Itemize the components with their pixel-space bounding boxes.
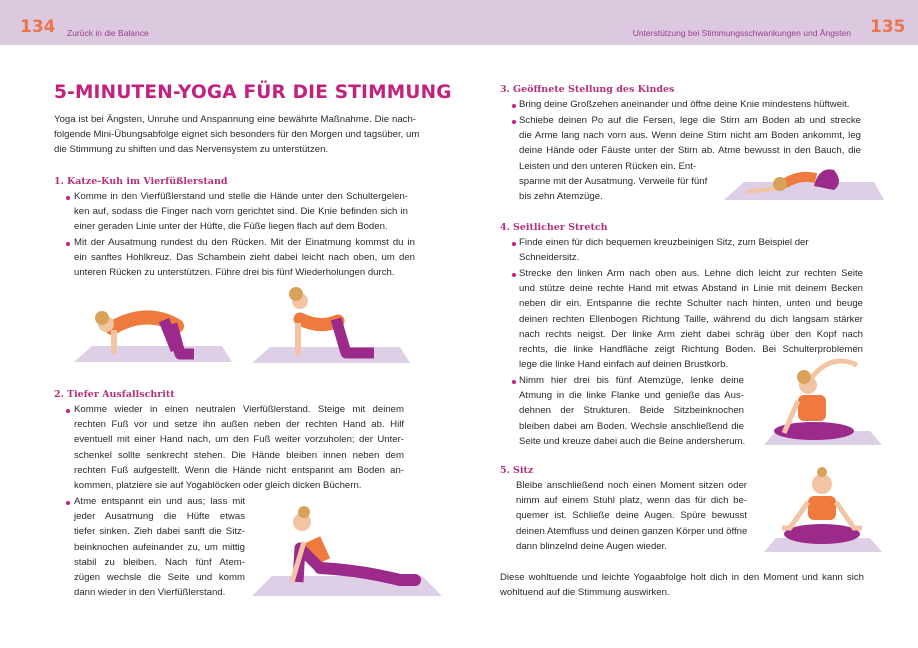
text-line: ein sanftes Hohlkreuz. Das Schambein zieht dabei leicht nach oben, um den <box>74 252 415 264</box>
text-line: lege die linke Hand einfach auf deinen Brustkorb. <box>519 359 729 371</box>
section-2-bullet-2 <box>74 494 245 600</box>
text-line: stabil zu bleiben. Nach fünf Atem- <box>74 556 245 568</box>
text-line: dann wieder in den Vierfüßlerstand. <box>74 587 226 599</box>
text-line: einer geraden Linie unter der Hüfte, die Füße liegen flach auf dem Boden. <box>74 221 388 233</box>
text-line: Finde einen für dich bequemen kreuzbeinigen Sitz, zum Beispiel der <box>519 237 809 248</box>
text-line: die Stimmung zu shiften und das Nervensystem zu unterstützen. <box>54 144 329 156</box>
section-3-bullet-1 <box>519 97 864 112</box>
section-5-heading: 5. Sitz <box>500 465 534 476</box>
side-stretch-illustration <box>762 355 884 447</box>
bullet <box>512 120 516 124</box>
running-head-left: Zurück in die Balance <box>67 28 149 38</box>
text-line: ken auf, sodass die Finger nach vorn gerichtet sind. Die Knie befinden sich in <box>74 206 408 218</box>
text-line: Schneidersitz. <box>519 252 580 264</box>
section-2-bullet-1 <box>74 402 404 493</box>
text-line: tiefer sinken. Zieh dabei sanft die Sitz- <box>74 526 245 538</box>
text-line: Mit der Ausatmung rundest du den Rücken. Mit der Einatmung kommst du in <box>74 237 415 248</box>
bullet <box>66 242 70 246</box>
text-line: quemer ist. Schließe deine Augen. Spüre bewusst <box>516 510 747 522</box>
text-line: wohltuend auf die Stimmung auswirken. <box>500 587 670 599</box>
text-line: zügen wechsle die Seite und komm <box>74 571 245 583</box>
seated-meditation-illustration <box>762 466 884 556</box>
bullet <box>66 409 70 413</box>
text-line: rechten Fuß vor und setze ihn außen neben der rechten Hand ab. Hilf <box>74 419 404 431</box>
text-line: eventuell mit einer Hand nach, um den Fuß weiter vorzuholen; der Unter- <box>74 434 404 446</box>
text-line: deinen rechten Ellenbogen Richtung Taille, während du dich langsam stärker <box>519 313 863 325</box>
page-number-right: 135 <box>870 17 906 37</box>
bullet <box>66 501 70 505</box>
text-line: Bleibe anschließend noch einen Moment sitzen oder <box>516 480 747 491</box>
text-line: bis zehn Atemzüge. <box>519 190 603 202</box>
page-number-left: 134 <box>20 17 56 37</box>
page-title: 5-MINUTEN-YOGA FÜR DIE STIMMUNG <box>54 82 452 103</box>
lunge-pose-illustration <box>250 500 444 600</box>
text-line: bleiben dabei am Boden. Wechsle anschließend die <box>519 420 744 432</box>
bullet <box>512 273 516 277</box>
section-4-bullet-1 <box>519 235 864 265</box>
text-line: Atme entspannt ein und aus; lass mit <box>74 496 245 507</box>
text-line: dehnen der Strukturen. Beide Sitzbeinknochen <box>519 405 744 417</box>
text-line: und stütze deine rechte Hand mit etwas Abstand in Linie mit deinem Becken <box>519 283 863 295</box>
text-line: folgende Mini-Übungsabfolge eignet sich besonders für den Morgen und tagsüber, um <box>54 129 420 141</box>
closing-paragraph <box>500 570 864 600</box>
section-3-heading: 3. Geöffnete Stellung des Kindes <box>500 84 675 95</box>
text-line: schenkel sollte senkrecht stehen. Die Hände bleiben innen neben dem <box>74 449 404 461</box>
intro-paragraph <box>54 112 420 158</box>
text-line: deinen Atemfluss und deinen ganzen Körper und öffne <box>516 525 748 537</box>
text-line: Yoga ist bei Ängsten, Unruhe und Anspannung eine bewährte Maßnahme. Die nach- <box>54 114 416 125</box>
cow-pose-illustration <box>250 283 412 367</box>
text-line: die Arme lang nach vorn aus. Wenn deine Stirn nicht am Boden ankommt, leg <box>519 130 861 142</box>
bullet <box>512 380 516 384</box>
text-line: unteren Rücken zu unterstützen. Führe drei bis fünf Wiederholungen durch. <box>74 267 395 279</box>
section-4-heading: 4. Seitlicher Stretch <box>500 222 608 233</box>
text-line: dann blinzelnd deine Augen wieder. <box>516 540 667 552</box>
text-line: Schiebe deinen Po auf die Fersen, lege die Stirn am Boden ab und strecke <box>519 115 861 126</box>
header-band <box>0 0 918 45</box>
text-line: Diese wohltuende und leichte Yogaabfolge holt dich in den Moment und kann sich <box>500 572 864 583</box>
text-line: Komme in den Vierfüßlerstand und stelle die Hände unter den Schultergelen- <box>74 191 408 202</box>
text-line: Strecke den linken Arm nach oben aus. Lehne dich leicht zur rechten Seite <box>519 268 863 279</box>
text-line: Atmung in die linke Flanke und genieße das Aus- <box>519 390 744 402</box>
section-4-bullet-3 <box>519 373 744 449</box>
text-line: rechts, die linke Handfläche zeigt Richtung Boden. Bei Schulterproblemen <box>519 343 863 355</box>
section-2-heading: 2. Tiefer Ausfallschritt <box>54 389 175 400</box>
text-line: Seite und kreuze dabei auch die Beine andersherum. <box>519 435 746 447</box>
bullet <box>66 196 70 200</box>
text-line: Bring deine Großzehen aneinander und öffne deine Knie mindestens hüftweit. <box>519 99 850 110</box>
section-1-heading: 1. Katze-Kuh im Vierfüßlerstand <box>54 176 228 187</box>
text-line: kommen, platziere sie auf Yogablöcken oder gleich dicken Büchern. <box>74 479 362 491</box>
section-1-bullet-2 <box>74 235 415 281</box>
section-5-text <box>516 478 747 554</box>
text-line: Komme wieder in einen neutralen Vierfüßlerstand. Steige mit deinem <box>74 404 404 415</box>
cat-pose-illustration <box>72 290 234 366</box>
bullet <box>512 242 516 246</box>
text-line: Nimm hier drei bis fünf Atemzüge, lenke deine <box>519 375 744 386</box>
bullet <box>512 104 516 108</box>
text-line: nach rechts neigst. Der linke Arm zieht dabei schräg über den Kopf nach <box>519 328 863 340</box>
child-pose-illustration <box>724 160 886 204</box>
text-line: nimm auf einem Stuhl platz, wenn das für dich be- <box>516 495 747 507</box>
text-line: rechten Fuß aufgestellt. Wenn die Hände nicht entspannt am Boden an- <box>74 464 404 476</box>
text-line: spanne mit der Ausatmung. Verweile für fünf <box>519 175 708 187</box>
running-head-right: Unterstützung bei Stimmungsschwankungen und Ängsten <box>632 28 851 38</box>
text-line: jeder Ausatmung die Hüfte etwas <box>74 511 245 523</box>
section-1-bullet-1 <box>74 189 408 235</box>
text-line: beinknochen aufeinander zu, um mittig <box>74 541 245 553</box>
text-line: deine Hände oder Fäuste unter der Stirn ab. Atme bewusst in den Bauch, die <box>519 145 861 157</box>
text-line: neben dir ein. Entspanne die rechte Schulter nach hinten, unten und beuge <box>519 298 863 310</box>
text-line: Leisten und den unteren Rücken ein. Ent- <box>519 160 697 172</box>
